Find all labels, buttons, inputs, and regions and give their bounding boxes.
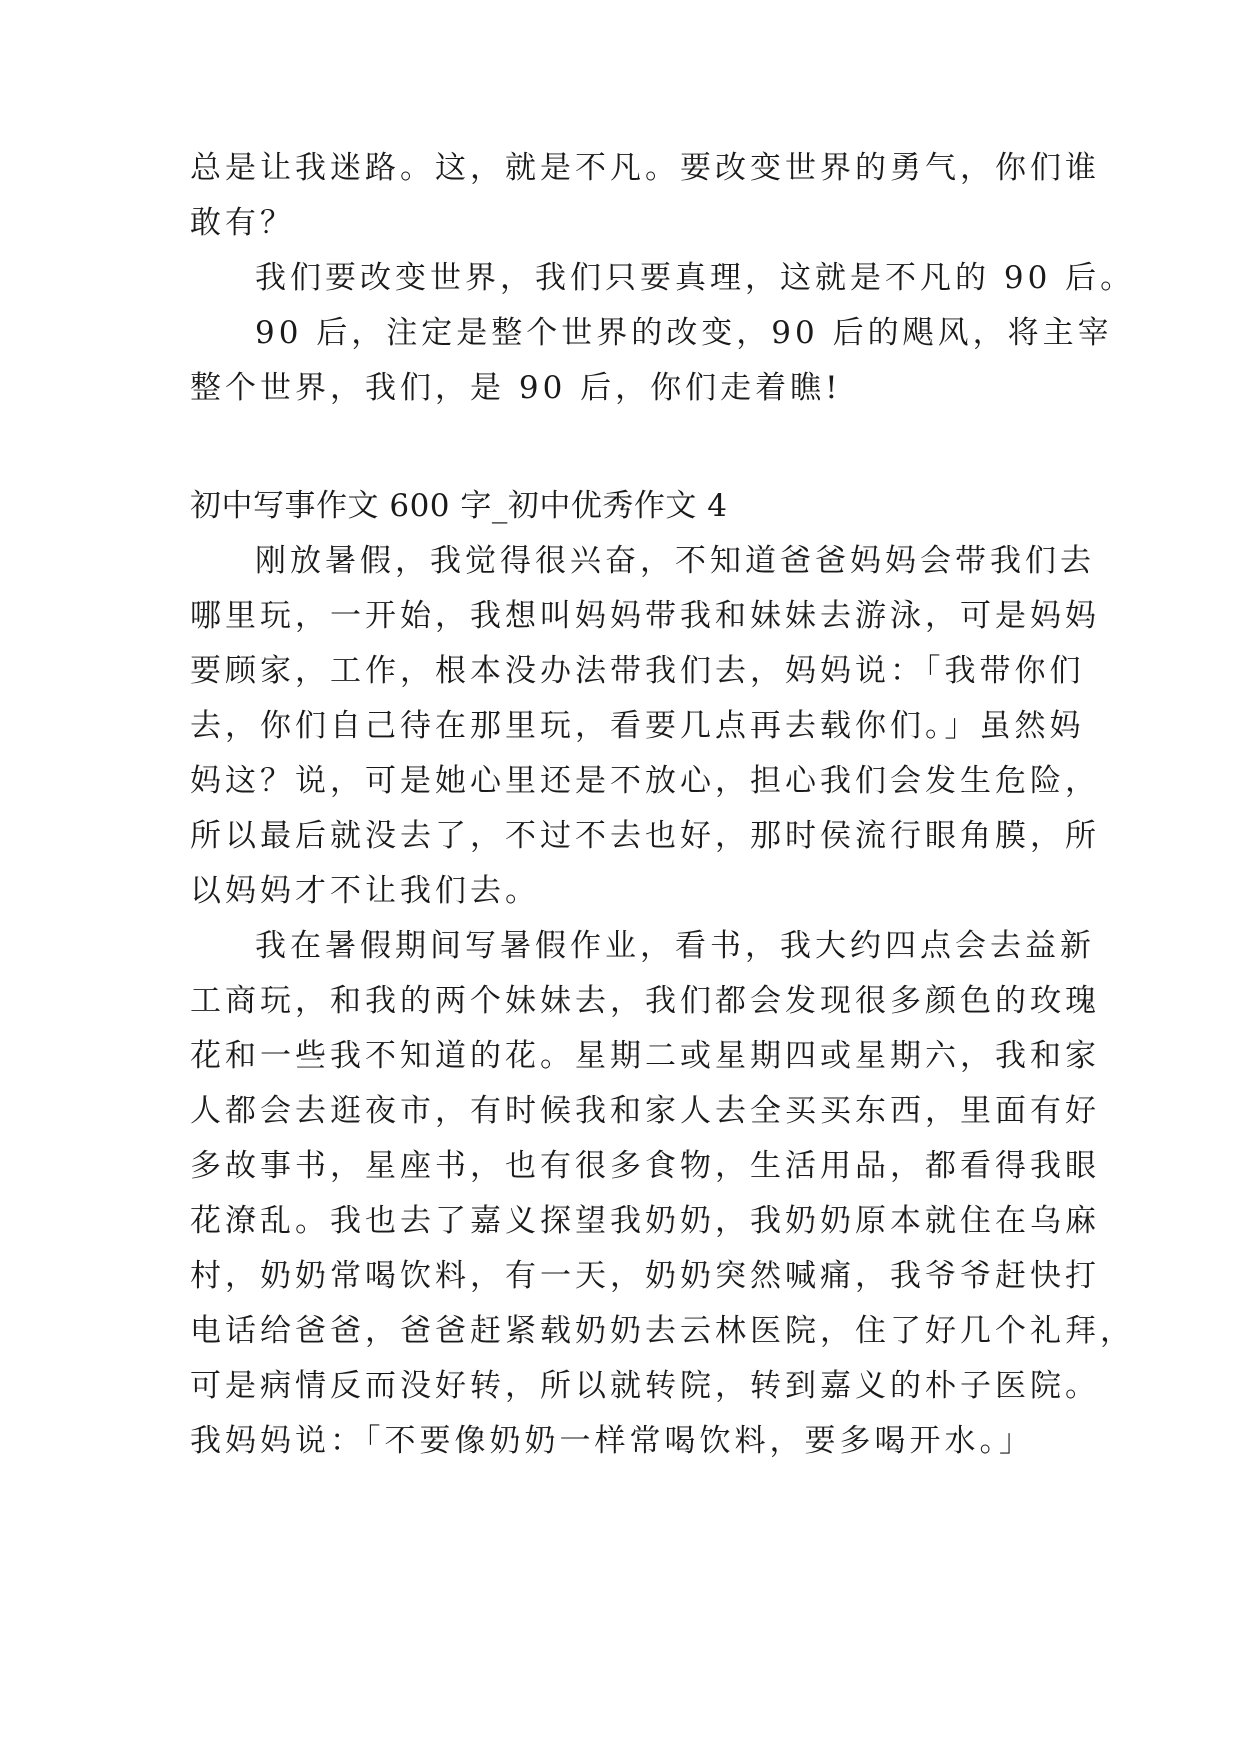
paragraph-line: 刚放暑假，我觉得很兴奋，不知道爸爸妈妈会带我们去: [255, 543, 1095, 579]
paragraph-line: 妈这？说，可是她心里还是不放心，担心我们会发生危险，: [190, 763, 1100, 799]
section-title: 初中写事作文 600 字_初中优秀作文 4: [190, 488, 728, 524]
paragraph-line: 可是病情反而没好转，所以就转院，转到嘉义的朴子医院。: [190, 1368, 1100, 1404]
paragraph-line: 花潦乱。我也去了嘉义探望我奶奶，我奶奶原本就住在乌麻: [190, 1203, 1100, 1239]
paragraph-line: 多故事书，星座书，也有很多食物，生活用品，都看得我眼: [190, 1148, 1100, 1184]
paragraph-line: 我在暑假期间写暑假作业，看书，我大约四点会去益新: [255, 928, 1095, 964]
paragraph-line: 花和一些我不知道的花。星期二或星期四或星期六，我和家: [190, 1038, 1100, 1074]
paragraph-line: 所以最后就没去了，不过不去也好，那时侯流行眼角膜，所: [190, 818, 1100, 854]
paragraph-line: 电话给爸爸，爸爸赶紧载奶奶去云林医院，住了好几个礼拜，: [190, 1313, 1135, 1349]
paragraph-line: 以妈妈才不让我们去。: [190, 873, 540, 909]
paragraph-line: 哪里玩，一开始，我想叫妈妈带我和妹妹去游泳，可是妈妈: [190, 598, 1100, 634]
paragraph-line: 90 后，注定是整个世界的改变，90 后的飓风，将主宰: [255, 315, 1113, 351]
paragraph-line: 我妈妈说：「不要像奶奶一样常喝饮料，要多喝开水。」: [190, 1423, 1034, 1459]
paragraph-line: 我们要改变世界，我们只要真理，这就是不凡的 90 后。: [255, 260, 1136, 296]
paragraph-line: 村，奶奶常喝饮料，有一天，奶奶突然喊痛，我爷爷赶快打: [190, 1258, 1100, 1294]
paragraph-line: 要顾家，工作，根本没办法带我们去，妈妈说：「我带你们: [190, 653, 1085, 689]
paragraph-line: 总是让我迷路。这，就是不凡。要改变世界的勇气，你们谁: [190, 150, 1100, 186]
paragraph-line: 人都会去逛夜市，有时候我和家人去全买买东西，里面有好: [190, 1093, 1100, 1129]
paragraph-line: 整个世界，我们，是 90 后，你们走着瞧!: [190, 370, 842, 406]
paragraph-line: 工商玩，和我的两个妹妹去，我们都会发现很多颜色的玫瑰: [190, 983, 1100, 1019]
paragraph-line: 敢有？: [190, 205, 295, 241]
paragraph-line: 去，你们自己待在那里玩，看要几点再去载你们。」虽然妈: [190, 708, 1085, 744]
